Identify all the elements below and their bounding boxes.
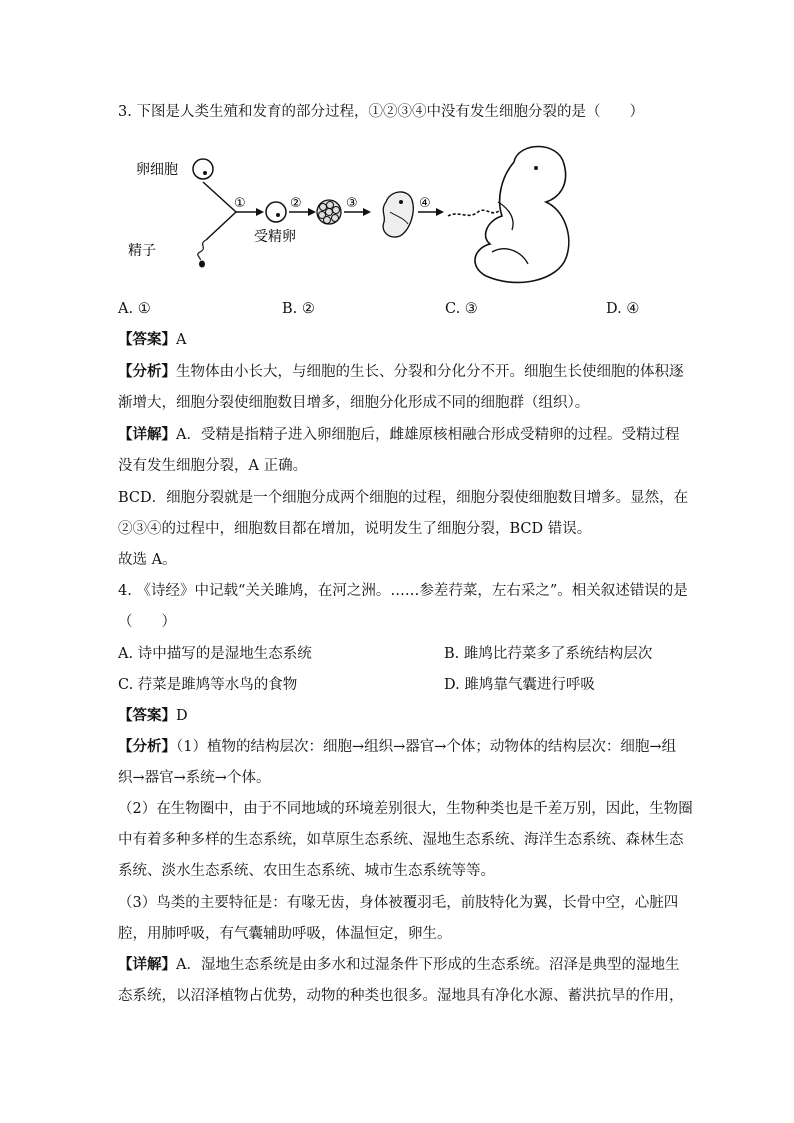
q4-stem: 4. 《诗经》中记载“关关雎鸠，在河之洲。……参差荇菜，左右采之”。相关叙述错误的是 [118,583,688,599]
q3-answer: 【答案】A [118,331,187,348]
step-4-label: ④ [419,196,431,211]
egg-label: 卵细胞 [136,162,178,178]
q4-stem-paren: （ ） [118,614,176,630]
q4-analysis: 【分析】（1）植物的结构层次：细胞→组织→器官→个体；动物体的结构层次：细胞→组 [118,738,677,755]
q3-detail-line: 故选 A。 [118,552,177,568]
q4-option-c[interactable]: C. 荇菜是雎鸠等水鸟的食物 [118,677,298,693]
q4-option-a[interactable]: A. 诗中描写的是湿地生态系统 [118,646,312,662]
q4-analysis-line: 系统、淡水生态系统、农田生态系统、城市生态系统等等。 [118,863,495,879]
q3-detail: 【详解】A．受精是指精子进入卵细胞后，雌雄原核相融合形成受精卵的过程。受精过程 [118,426,680,443]
q3-detail-line: 没有发生细胞分裂，A 正确。 [118,458,308,474]
q4-analysis-line: （3）鸟类的主要特征是：有喙无齿，身体被覆羽毛，前肢特化为翼，长骨中空，心脏四 [118,895,679,911]
sperm-icon [198,240,206,260]
q4-detail: 【详解】A．湿地生态系统是由多水和过湿条件下形成的生态系统。沼泽是典型的湿地生 [118,956,680,973]
zygote-icon [266,202,286,222]
q4-answer: 【答案】D [118,707,188,724]
egg-cell-icon [193,159,213,179]
morula-icon [317,200,341,224]
q4-analysis-line: 织→器官→系统→个体。 [118,770,271,786]
step-3-label: ③ [346,196,358,211]
q3-option-c[interactable]: C. ③ [445,301,478,317]
q4-analysis-line: 中有着多种多样的生态系统，如草原生态系统、湿地生态系统、海洋生态系统、森林生态 [118,832,684,848]
reproduction-diagram [118,140,678,300]
q3-analysis-line: 渐增大，细胞分裂使细胞数目增多，细胞分化形成不同的细胞群（组织）。 [118,395,590,411]
q3-option-b[interactable]: B. ② [282,301,315,317]
q4-detail-line: 态系统，以沼泽植物占优势，动物的种类也很多。湿地具有净化水源、蓄洪抗旱的作用， [118,988,684,1004]
zygote-label: 受精卵 [254,229,296,245]
q4-option-b[interactable]: B. 雎鸠比荇菜多了系统结构层次 [444,646,653,662]
embryo-icon [383,192,413,237]
q3-detail-line: BCD．细胞分裂就是一个细胞分成两个细胞的过程，细胞分裂使细胞数目增多。显然，在 [118,490,689,506]
step-2-label: ② [290,196,302,211]
q3-analysis: 【分析】生物体由小长大，与细胞的生长、分裂和分化分不开。细胞生长使细胞的体积逐 [118,363,684,380]
q3-stem: 3. 下图是人类生殖和发育的部分过程，①②③④中没有发生细胞分裂的是（ ） [118,104,644,120]
step-1-label: ① [234,196,246,211]
fetus-icon [448,147,569,283]
q4-analysis-line: 腔，用肺呼吸，有气囊辅助呼吸，体温恒定，卵生。 [118,926,452,942]
q4-option-d[interactable]: D. 雎鸠靠气囊进行呼吸 [444,677,595,693]
q3-option-a[interactable]: A. ① [118,301,151,317]
q3-option-d[interactable]: D. ④ [606,301,640,317]
q4-analysis-line: （2）在生物圈中，由于不同地域的环境差别很大，生物种类也是千差万别，因此，生物圈 [118,801,693,817]
q3-detail-line: ②③④的过程中，细胞数目都在增加，说明发生了细胞分裂，BCD 错误。 [118,521,592,537]
sperm-label: 精子 [128,243,156,259]
